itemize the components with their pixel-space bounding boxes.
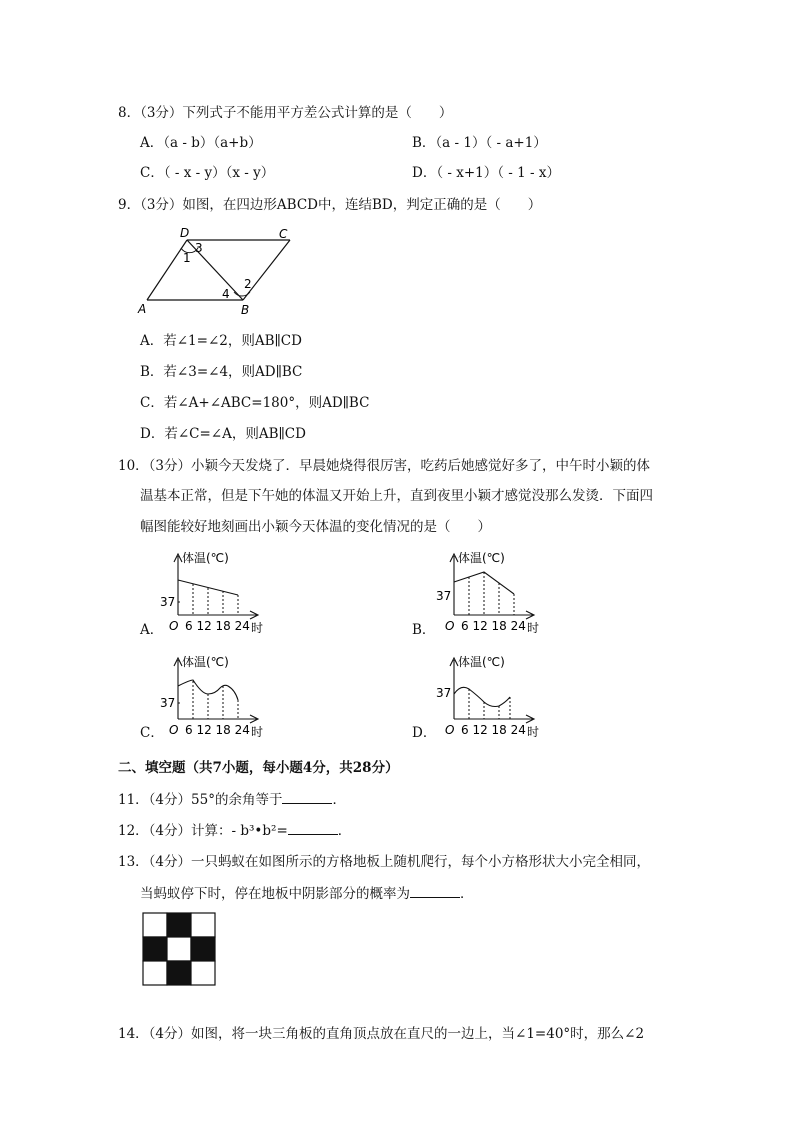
- origin-label: O: [169, 723, 179, 737]
- label-angle-1: 1: [183, 251, 191, 265]
- q10-stem-line3: 幅图能较好地刻画出小颖今天体温的变化情况的是（ ）: [140, 519, 491, 535]
- q12-answer-blank: [288, 820, 338, 835]
- y-axis-label: 体温(℃): [458, 551, 505, 565]
- q9-quadrilateral-figure: [140, 222, 300, 318]
- x-axis-label: 时: [251, 725, 264, 739]
- x-ticks: 6 12 18 24: [461, 619, 526, 633]
- side-bc: [243, 240, 290, 300]
- q10-option-c-letter: C．: [140, 725, 164, 741]
- q9-option-c: C．若∠A+∠ABC=180°，则AD∥BC: [140, 395, 370, 411]
- q11-end: ．: [332, 792, 346, 808]
- label-b: B: [241, 303, 250, 317]
- temperature-curve: [454, 687, 510, 706]
- y-value: 37: [160, 696, 176, 710]
- q8-stem: 8．（3分）下列式子不能用平方差公式计算的是（ ）: [118, 105, 453, 121]
- q8-option-c: C．（ - x - y）（x - y）: [140, 165, 275, 181]
- q13-line1: 13．（4分）一只蚂蚁在如图所示的方格地板上随机爬行，每个小方格形状大小完全相同，: [118, 854, 651, 870]
- origin-label: O: [445, 723, 455, 737]
- y-axis-label: 体温(℃): [182, 551, 229, 565]
- q9-option-b: B．若∠3=∠4，则AD∥BC: [140, 364, 303, 380]
- side-da: [147, 240, 187, 300]
- q8-option-d: D．（ - x+1）（ - 1 - x）: [412, 165, 560, 181]
- q10-option-d-letter: D．: [412, 725, 437, 741]
- x-axis-label: 时: [527, 725, 540, 739]
- temperature-curve: [178, 680, 238, 700]
- q13-line2: [140, 883, 474, 904]
- temperature-curve: [454, 572, 514, 594]
- q11: [118, 789, 346, 810]
- q11-answer-blank: [282, 789, 332, 804]
- x-ticks: 6 12 18 24: [185, 723, 250, 737]
- label-d: D: [180, 226, 190, 240]
- y-value: 37: [436, 686, 452, 700]
- origin-label: O: [169, 619, 179, 633]
- q10-option-a-letter: A．: [140, 622, 164, 638]
- q12-text: 12．（4分）计算：- b³•b²=: [118, 823, 288, 839]
- x-ticks: 6 12 18 24: [461, 723, 526, 737]
- q11-text: 11．（4分）55°的余角等于: [118, 792, 283, 808]
- x-ticks: 6 12 18 24: [185, 619, 250, 633]
- label-a: A: [138, 302, 147, 316]
- q10-stem-line1: 10．（3分）小颖今天发烧了．早晨她烧得很厉害，吃药后她感觉好多了，中午时小颖的体: [118, 458, 651, 474]
- y-value: 37: [160, 595, 176, 609]
- q10-stem-line2: 温基本正常，但是下午她的体温又开始上升，直到夜里小颖才感觉没那么发烫．下面四: [140, 488, 653, 504]
- q8-option-a: A．（a - b）（a+b）: [140, 135, 262, 151]
- q12-end: ．: [337, 823, 352, 839]
- origin-label: O: [445, 619, 455, 633]
- q10-graph-a: [160, 548, 280, 640]
- x-axis-label: 时: [527, 621, 540, 635]
- q13-line2-text: 当蚂蚁停下时，停在地板中阴影部分的概率为: [140, 886, 410, 902]
- q10-graph-d: [436, 652, 556, 744]
- q13-end: ．: [460, 886, 474, 902]
- q14-text: 14．（4分）如图，将一块三角板的直角顶点放在直尺的一边上，当∠1=40°时，那么∠2: [118, 1026, 645, 1042]
- section2-title: 二、填空题（共7小题，每小题4分，共28分）: [118, 760, 399, 776]
- q9-option-d: D．若∠C=∠A，则AB∥CD: [140, 426, 306, 442]
- y-axis-label: 体温(℃): [458, 655, 505, 669]
- y-axis-label: 体温(℃): [182, 655, 229, 669]
- q8-option-b: B．（a - 1）（ - a+1）: [412, 135, 547, 151]
- label-angle-3: 3: [195, 241, 203, 255]
- q13-answer-blank: [410, 883, 460, 898]
- x-axis-label: 时: [251, 621, 264, 635]
- q13-grid-floor-figure: [143, 913, 217, 985]
- y-value: 37: [436, 589, 452, 603]
- q10-option-b-letter: B．: [412, 622, 436, 638]
- q10-graph-c: [160, 652, 280, 744]
- q9-option-a: A．若∠1=∠2，则AB∥CD: [140, 333, 302, 349]
- label-angle-2: 2: [244, 277, 252, 291]
- q9-stem: 9．（3分）如图，在四边形ABCD中，连结BD，判定正确的是（ ）: [118, 197, 542, 213]
- label-angle-4: 4: [222, 287, 230, 301]
- q12: [118, 820, 351, 841]
- label-c: C: [279, 227, 288, 241]
- q10-graph-b: [436, 548, 556, 640]
